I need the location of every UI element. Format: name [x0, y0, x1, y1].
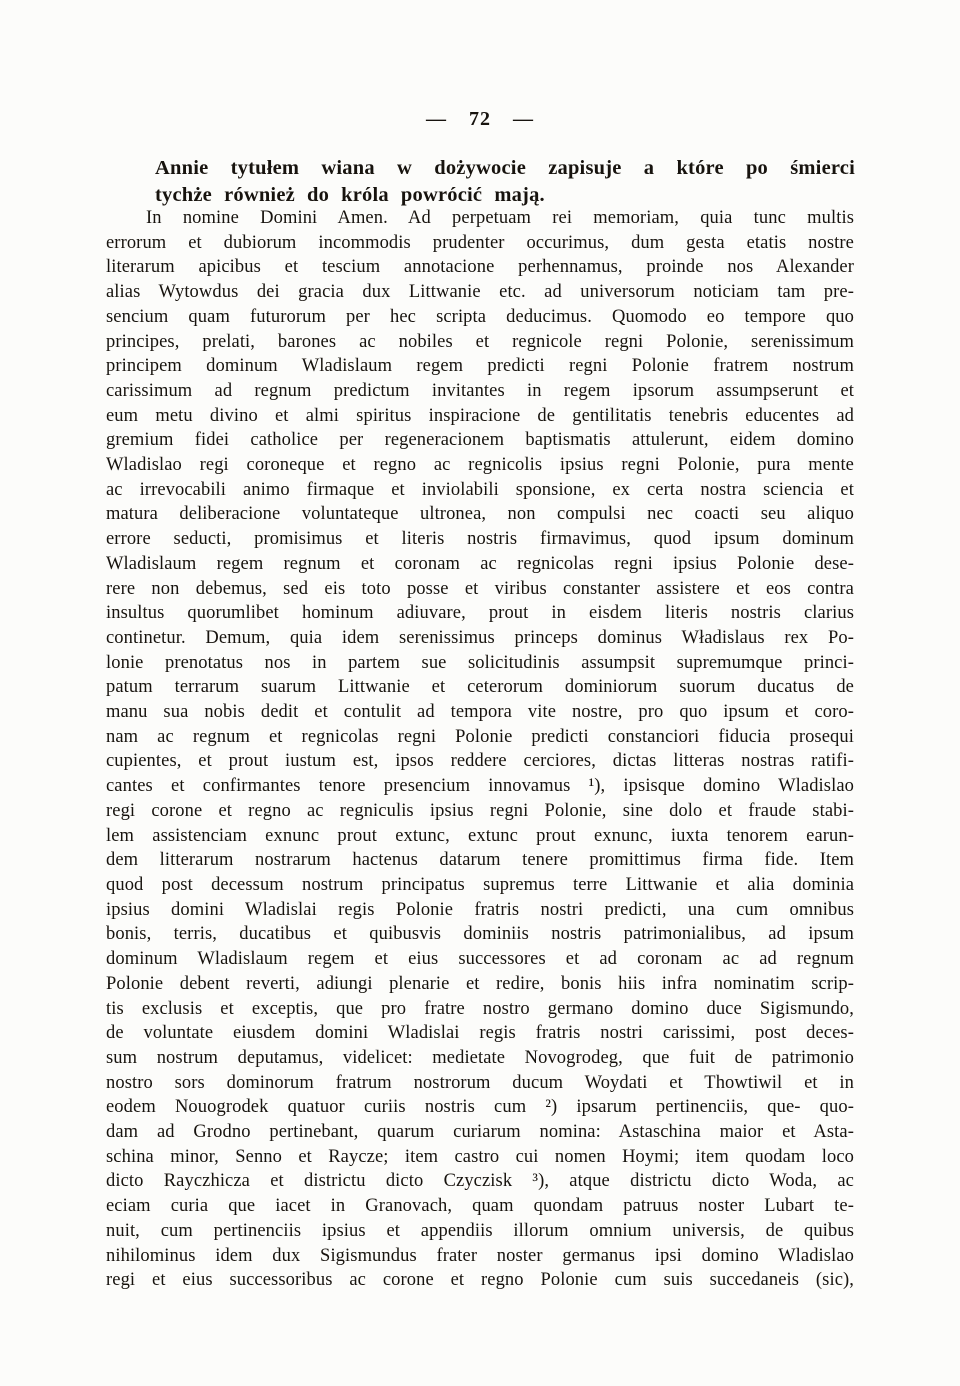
- text-line: continetur. Demum, quia idem serenissimus princeps dominus Władislaus rex Po-: [106, 627, 854, 648]
- text-line: principes, prelati, barones ac nobiles et regnicole regni Polonie, serenissimum: [106, 331, 854, 352]
- text-line: sencium quam futurorum per hec scripta deducimus. Quomodo eo tempore quo: [106, 306, 854, 327]
- text-line: manu sua nobis dedit et contulit ad tempora vite nostre, pro quo ipsum et coro-: [106, 702, 854, 723]
- text-line: ac irrevocabili animo firmaque et inviolabili sponsione, ex certa nostra sciencia et: [106, 479, 854, 500]
- text-line: nostro sors dominorum fratrum nostrorum ducum Woydati et Thowtiwil et in: [106, 1072, 854, 1093]
- text-line: gremium fidei catholice per regeneracionem baptismatis attulerunt, eidem domino: [106, 430, 854, 451]
- text-line: dem litterarum nostrarum hactenus datarum tenere promittimus firma fide. Item: [106, 850, 854, 871]
- text-line: lem assistenciam exnunc prout extunc, extunc prout exnunc, iuxta tenorem earun-: [106, 825, 854, 846]
- text-line: Wladislaum regem regnum et coronam ac regnicolas regni ipsius Polonie dese-: [106, 553, 854, 574]
- text-line: nihilominus idem dux Sigismundus frater noster germanus ipsi domino Wladislao: [106, 1245, 854, 1266]
- body-text: [106, 206, 854, 1293]
- text-line: quod post decessum nostrum principatus supremus terre Littwanie et alia dominia: [106, 874, 854, 895]
- text-line: tis exclusis et exceptis, que pro fratre nostro germano domino duce Sigismundo,: [106, 998, 854, 1019]
- text-line: sum nostrum deputamus, videlicet: medietate Novogrodeg, que fuit de patrimonio: [106, 1047, 854, 1068]
- text-line: schina minor, Senno et Raycze; item castro cui nomen Hoymi; item quodam loco: [106, 1146, 854, 1167]
- text-line: Annie tytułem wiana w dożywocie zapisuje a które po śmierci: [155, 157, 855, 179]
- text-line: Wladislao regi coroneque et regno ac regnicolis ipsius regni Polonie, pura mente: [106, 455, 854, 476]
- text-line: tychże również do króla powrócić mają.: [155, 184, 545, 206]
- text-line: dominum Wladislaum regem et eius successores et ad coronam ac ad regnum: [106, 949, 854, 970]
- text-line: de voluntate eiusdem domini Wladislai regis fratris nostri carissimi, post deces-: [106, 1023, 854, 1044]
- text-line: ipsius domini Wladislai regis Polonie fratris nostri predicti, una cum omnibus: [106, 899, 854, 920]
- text-line: dicto Rayczhicza et districtu dicto Czyczisk ³), atque districtu dicto Woda, ac: [106, 1171, 854, 1192]
- text-line: principem dominum Wladislaum regem predicti regni Polonie fratrem nostrum: [106, 356, 854, 377]
- text-line: insultus quorumlibet hominum adiuvare, prout in eisdem literis nostris clarius: [106, 603, 854, 624]
- text-line: carissimum ad regnum predictum invitantes in regem ipsorum assumpserunt et: [106, 380, 854, 401]
- text-line: nam ac regnum et regnicolas regni Polonie predicti constanciori fiducia prosequi: [106, 726, 854, 747]
- text-line: regi corone et regno ac regniculis ipsius regni Polonie, sine dolo et fraude stabi-: [106, 800, 854, 821]
- text-line: errore seducti, promisimus et literis nostris firmavimus, quod ipsum dominum: [106, 529, 854, 550]
- text-line: bonis, terris, ducatibus et quibusvis dominiis nostris patrimonialibus, ad ipsum: [106, 924, 854, 945]
- text-line: eodem Nouogrodek quatuor curiis nostris cum ²) ipsarum pertinenciis, que- quo-: [106, 1097, 854, 1118]
- text-line: nuit, cum pertinenciis ipsius et appendiis illorum omnium universis, de quibus: [106, 1220, 854, 1241]
- text-line: eciam curia que iacet in Granovach, quam quondam patruus noster Lubart te-: [106, 1196, 854, 1217]
- text-line: errorum et dubiorum incommodis prudenter occurimus, dum gesta etatis nostre: [106, 232, 854, 253]
- text-line: cupientes, et prout iustum est, ipsos reddere cerciores, dictas litteras nostras ratifi-: [106, 751, 854, 772]
- text-line: Polonie debent reverti, adiungi plenarie et redire, bonis hiis infra nominatim scrip-: [106, 973, 854, 994]
- text-line: matura deliberacione voluntateque ultronea, non compulsi nec coacti seu aliquo: [106, 504, 854, 525]
- text-line: patum terrarum suarum Littwanie et ceterorum dominiorum suorum ducatus de: [106, 677, 854, 698]
- text-line: eum metu divino et almi spiritus inspiracione de gentilitatis tenebris educentes ad: [106, 405, 854, 426]
- page-number: — 72 —: [426, 108, 534, 130]
- text-line: alias Wytowdus dei gracia dux Littwanie etc. ad universorum noticiam tam pre-: [106, 282, 854, 303]
- text-line: regi et eius successoribus ac corone et regno Polonie cum suis succedaneis (sic),: [106, 1270, 854, 1291]
- text-line: In nomine Domini Amen. Ad perpetuam rei memoriam, quia tunc multis: [146, 208, 854, 228]
- text-line: rere non debemus, sed eis toto posse et viribus constanter assistere et eos contra: [106, 578, 854, 599]
- text-line: cantes et confirmantes tenore presencium innovamus ¹), ipsisque domino Wladislao: [106, 776, 854, 797]
- text-line: lonie prenotatus nos in partem sue solicitudinis assumpsit supremumque princi-: [106, 652, 854, 673]
- document-heading: [155, 155, 855, 209]
- text-line: literarum apicibus et tescium annotacione perhennamus, proinde nos Alexander: [106, 257, 854, 278]
- text-line: dam ad Grodno pertinebant, quarum curiarum nomina: Astaschina maior et Asta-: [106, 1122, 854, 1143]
